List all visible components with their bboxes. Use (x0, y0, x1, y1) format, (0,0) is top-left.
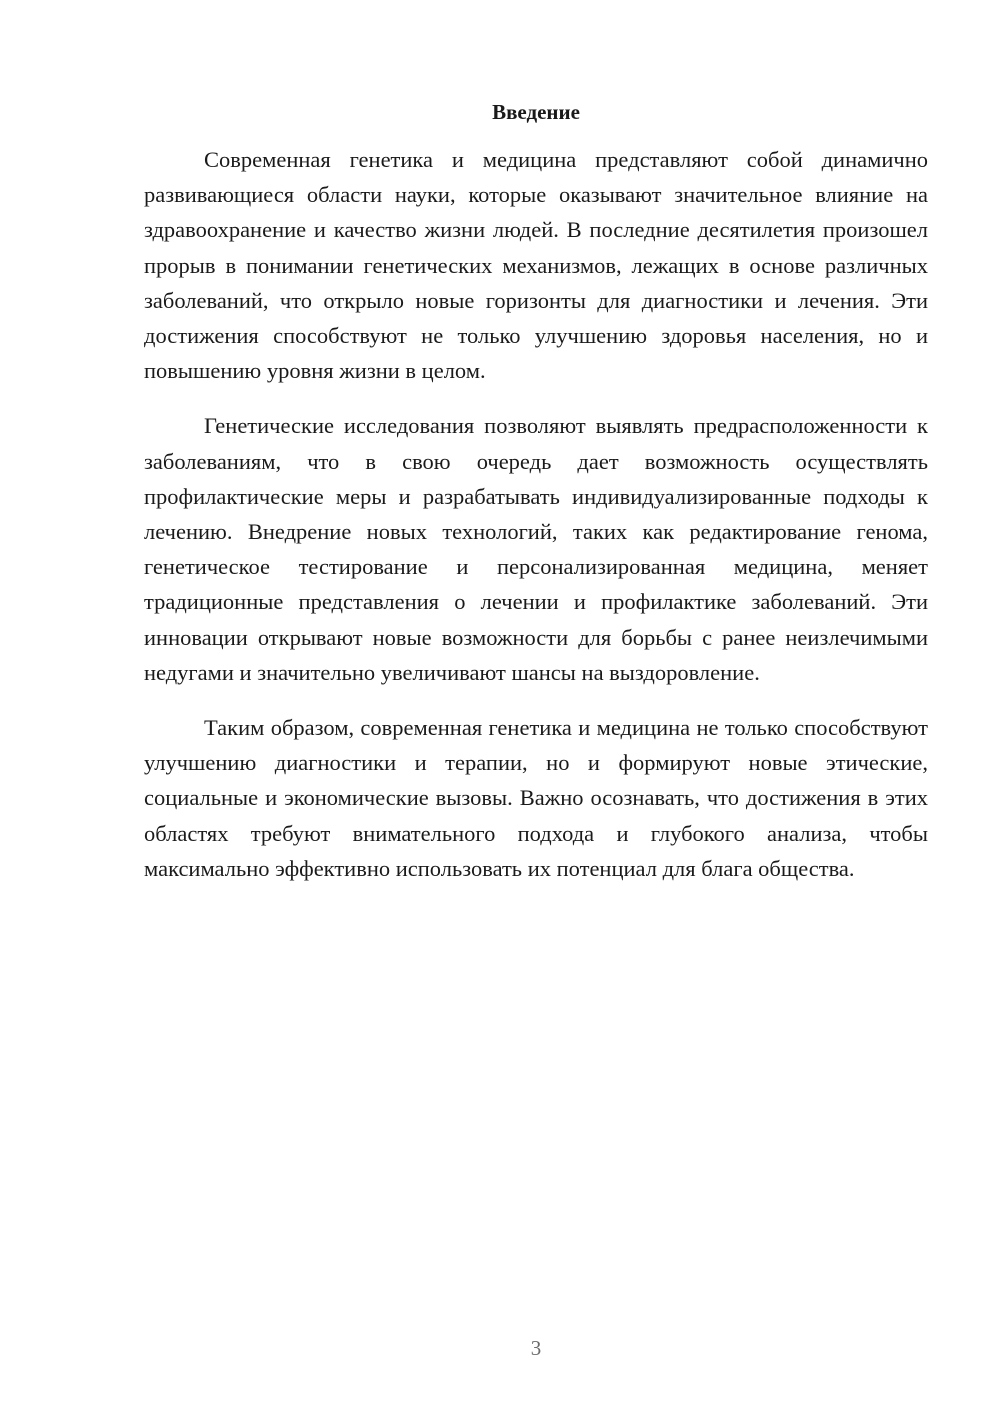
body-text (144, 142, 928, 906)
section-heading: Введение (492, 100, 580, 124)
page-number: 3 (530, 1336, 542, 1360)
paragraph-1: Современная генетика и медицина представляют собой динамично развивающиеся области науки, которые оказывают значительное влияние на здравоохранение и качество жизни людей. В последние десятилетия произошел прорыв в понимании генетических механизмов, лежащих в основе различных заболеваний, что открыло новые горизонты для диагностики и лечения. Эти достижения способствуют не только улучшению здоровья населения, но и повышению уровня жизни в целом. (144, 147, 928, 384)
paragraph-3: Таким образом, современная генетика и медицина не только способствуют улучшению диагностики и терапии, но и формируют новые этические, социальные и экономические вызовы. Важно осознавать, что достижения в этих областях требуют внимательного подхода и глубокого анализа, чтобы максимально эффективно использовать их потенциал для блага общества. (144, 715, 928, 881)
paragraph-2: Генетические исследования позволяют выявлять предрасположенности к заболеваниям, что в свою очередь дает возможность осуществлять профилактические меры и разрабатывать индивидуализированные подходы к лечению. Внедрение новых технологий, таких как редактирование генома, генетическое тестирование и персонализированная медицина, меняет традиционные представления о лечении и профилактике заболеваний. Эти инновации открывают новые возможности для борьбы с ранее неизлечимыми недугами и значительно увеличивают шансы на выздоровление. (144, 413, 928, 685)
